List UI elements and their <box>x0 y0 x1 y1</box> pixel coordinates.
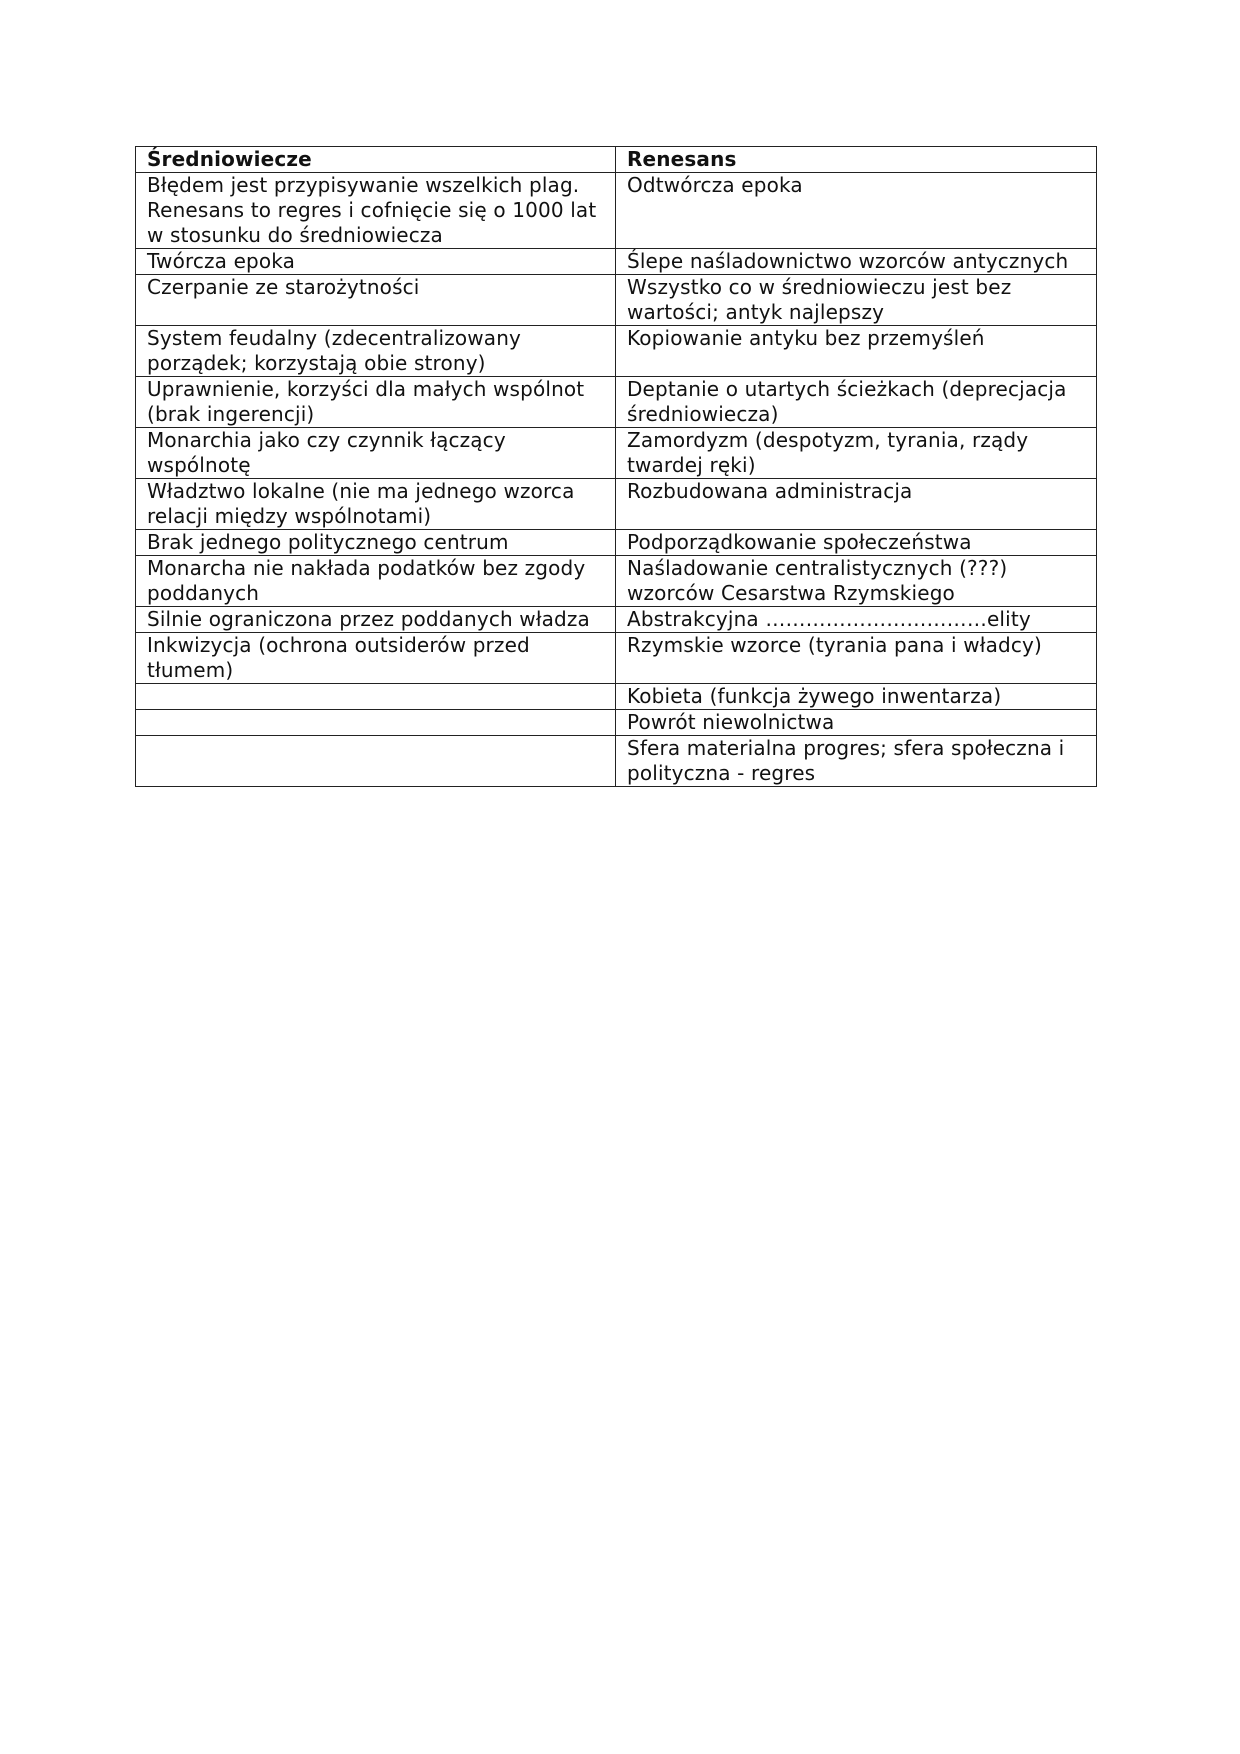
table-header-row <box>136 147 1097 173</box>
cell-renesans: Ślepe naśladownictwo wzorców antycznych <box>616 249 1097 275</box>
cell-renesans: Kopiowanie antyku bez przemyśleń <box>616 326 1097 377</box>
cell-sredniowiecze <box>136 710 616 736</box>
table-row <box>136 173 1097 249</box>
cell-renesans: Podporządkowanie społeczeństwa <box>616 530 1097 556</box>
cell-sredniowiecze: Monarcha nie nakłada podatków bez zgody poddanych <box>136 556 616 607</box>
cell-renesans: Rzymskie wzorce (tyrania pana i władcy) <box>616 633 1097 684</box>
cell-sredniowiecze: Inkwizycja (ochrona outsiderów przed tłumem) <box>136 633 616 684</box>
cell-renesans: Deptanie o utartych ścieżkach (deprecjacja średniowiecza) <box>616 377 1097 428</box>
table-row <box>136 275 1097 326</box>
cell-sredniowiecze: Monarchia jako czy czynnik łączący wspólnotę <box>136 428 616 479</box>
table-row <box>136 556 1097 607</box>
table-row <box>136 377 1097 428</box>
table-row <box>136 326 1097 377</box>
cell-sredniowiecze: Uprawnienie, korzyści dla małych wspólnot (brak ingerencji) <box>136 377 616 428</box>
cell-sredniowiecze: Czerpanie ze starożytności <box>136 275 616 326</box>
cell-renesans: Odtwórcza epoka <box>616 173 1097 249</box>
cell-sredniowiecze: Władztwo lokalne (nie ma jednego wzorca relacji między wspólnotami) <box>136 479 616 530</box>
cell-renesans: Sfera materialna progres; sfera społeczna i polityczna - regres <box>616 736 1097 787</box>
cell-renesans: Wszystko co w średniowieczu jest bez wartości; antyk najlepszy <box>616 275 1097 326</box>
table-row <box>136 249 1097 275</box>
header-renesans: Renesans <box>616 147 1097 173</box>
cell-renesans: Zamordyzm (despotyzm, tyrania, rządy twardej ręki) <box>616 428 1097 479</box>
cell-renesans: Powrót niewolnictwa <box>616 710 1097 736</box>
cell-renesans: Rozbudowana administracja <box>616 479 1097 530</box>
table-row <box>136 479 1097 530</box>
table-row <box>136 607 1097 633</box>
cell-sredniowiecze: Błędem jest przypisywanie wszelkich plag. Renesans to regres i cofnięcie się o 1000 lat w stosunku do średniowiecza <box>136 173 616 249</box>
table-row <box>136 633 1097 684</box>
table-row <box>136 736 1097 787</box>
cell-sredniowiecze: System feudalny (zdecentralizowany porządek; korzystają obie strony) <box>136 326 616 377</box>
cell-sredniowiecze: Brak jednego politycznego centrum <box>136 530 616 556</box>
cell-sredniowiecze <box>136 736 616 787</box>
cell-sredniowiecze: Twórcza epoka <box>136 249 616 275</box>
comparison-table <box>135 146 1097 787</box>
cell-renesans: Abstrakcyjna ……………………………elity <box>616 607 1097 633</box>
table-row <box>136 530 1097 556</box>
header-sredniowiecze: Średniowiecze <box>136 147 616 173</box>
cell-sredniowiecze: Silnie ograniczona przez poddanych władza <box>136 607 616 633</box>
cell-renesans: Naśladowanie centralistycznych (???) wzorców Cesarstwa Rzymskiego <box>616 556 1097 607</box>
cell-sredniowiecze <box>136 684 616 710</box>
table-row <box>136 684 1097 710</box>
table-row <box>136 428 1097 479</box>
table-row <box>136 710 1097 736</box>
cell-renesans: Kobieta (funkcja żywego inwentarza) <box>616 684 1097 710</box>
